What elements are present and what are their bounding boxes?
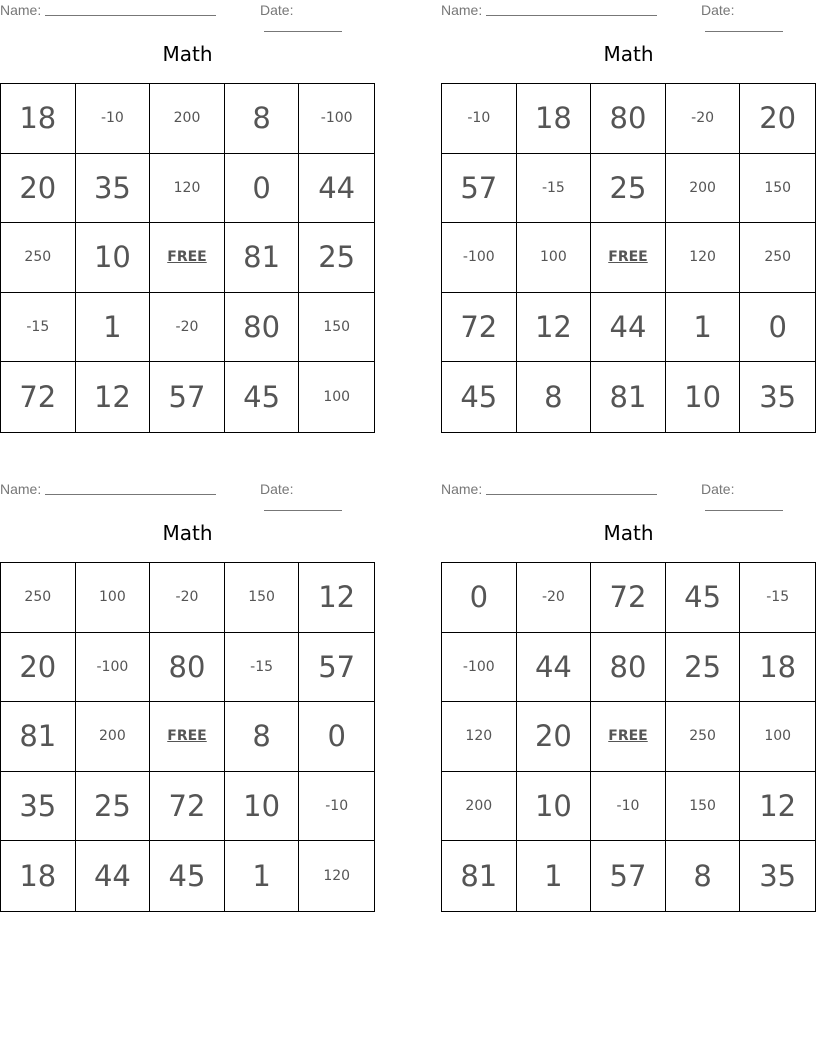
date-field[interactable] [701,481,816,513]
bingo-cell[interactable]: -100 [442,223,517,293]
bingo-cell[interactable]: 20 [517,702,592,772]
card-title: Math [603,42,654,66]
bingo-cell[interactable]: 57 [591,841,666,911]
date-label: Date: [260,2,294,18]
bingo-cell[interactable]: 81 [442,841,517,911]
bingo-cell[interactable]: 1 [225,841,300,911]
bingo-cell[interactable]: 45 [442,362,517,432]
bingo-cell[interactable]: -15 [1,293,76,363]
bingo-cell[interactable]: 12 [740,772,815,842]
name-field[interactable] [0,481,216,497]
name-blank-line[interactable] [486,15,657,16]
bingo-cell[interactable]: 200 [76,702,151,772]
bingo-grid [0,83,375,433]
name-field[interactable] [441,2,657,18]
name-field[interactable] [0,2,216,18]
bingo-cell[interactable]: 44 [591,293,666,363]
free-space[interactable]: FREE [591,702,666,772]
bingo-cell[interactable]: -10 [299,772,374,842]
bingo-cell[interactable]: 25 [666,633,741,703]
bingo-cell[interactable]: 120 [442,702,517,772]
bingo-cell[interactable]: 45 [225,362,300,432]
bingo-cell[interactable]: 0 [299,702,374,772]
bingo-cell[interactable]: 200 [150,84,225,154]
bingo-cell[interactable]: -20 [666,84,741,154]
bingo-cell[interactable]: 18 [1,84,76,154]
bingo-cell[interactable]: -20 [517,563,592,633]
bingo-cell[interactable]: 18 [1,841,76,911]
bingo-cell[interactable]: 45 [150,841,225,911]
bingo-cell[interactable]: 1 [517,841,592,911]
bingo-card [0,479,375,919]
bingo-cell[interactable]: 35 [76,154,151,224]
date-field[interactable] [260,2,375,34]
bingo-cell[interactable]: 20 [740,84,815,154]
bingo-cell[interactable]: -15 [225,633,300,703]
bingo-cell[interactable]: -10 [76,84,151,154]
name-blank-line[interactable] [486,494,657,495]
bingo-cell[interactable]: 12 [299,563,374,633]
bingo-cell[interactable]: 57 [442,154,517,224]
bingo-cell[interactable]: 12 [517,293,592,363]
bingo-cell[interactable]: 8 [225,702,300,772]
bingo-cell[interactable]: -100 [76,633,151,703]
bingo-card [0,0,375,440]
bingo-cell[interactable]: 120 [150,154,225,224]
date-blank-line[interactable] [705,31,783,32]
bingo-cell[interactable]: -10 [442,84,517,154]
date-field[interactable] [701,2,816,34]
name-blank-line[interactable] [45,494,216,495]
bingo-cell[interactable]: 10 [517,772,592,842]
bingo-cell[interactable]: 80 [591,633,666,703]
name-label: Name: [0,481,42,497]
bingo-cell[interactable]: 100 [517,223,592,293]
bingo-cell[interactable]: 150 [740,154,815,224]
bingo-grid [441,83,816,433]
bingo-cell[interactable]: 150 [225,563,300,633]
bingo-cell[interactable]: 72 [591,563,666,633]
bingo-cell[interactable]: 0 [225,154,300,224]
name-label: Name: [441,2,483,18]
bingo-cell[interactable]: 150 [299,293,374,363]
bingo-cell[interactable]: 18 [517,84,592,154]
bingo-cell[interactable]: 81 [1,702,76,772]
bingo-cell[interactable]: 120 [666,223,741,293]
bingo-cell[interactable]: 8 [225,84,300,154]
bingo-cell[interactable]: 250 [740,223,815,293]
card-header [0,479,375,503]
bingo-cell[interactable]: 25 [299,223,374,293]
bingo-cell[interactable]: 57 [299,633,374,703]
bingo-cell[interactable]: 100 [740,702,815,772]
card-header [0,0,375,24]
bingo-cell[interactable]: 57 [150,362,225,432]
bingo-cell[interactable]: -100 [299,84,374,154]
bingo-cell[interactable]: 80 [150,633,225,703]
bingo-cell[interactable]: 250 [1,563,76,633]
bingo-cell[interactable]: 81 [225,223,300,293]
bingo-cell[interactable]: 100 [323,389,351,406]
bingo-cell[interactable]: 120 [323,868,351,885]
bingo-cell[interactable]: 150 [666,772,741,842]
bingo-cell[interactable]: 44 [517,633,592,703]
bingo-cell[interactable]: 44 [76,841,151,911]
card-header [441,479,816,503]
bingo-cell[interactable]: 200 [666,154,741,224]
bingo-cell[interactable]: 10 [666,362,741,432]
free-space[interactable]: FREE [591,223,666,293]
name-blank-line[interactable] [45,15,216,16]
bingo-card [441,479,816,919]
bingo-cell[interactable]: 0 [740,293,815,363]
name-label: Name: [441,481,483,497]
bingo-cell[interactable]: 35 [759,859,797,894]
bingo-cell[interactable]: -100 [442,633,517,703]
bingo-cell[interactable]: 20 [1,154,76,224]
bingo-cell[interactable]: 12 [76,362,151,432]
bingo-cell[interactable]: -20 [150,293,225,363]
bingo-cell[interactable]: 35 [759,380,797,415]
bingo-cell[interactable]: 81 [591,362,666,432]
date-label: Date: [701,2,735,18]
date-blank-line[interactable] [705,510,783,511]
bingo-grid [441,562,816,912]
bingo-cell[interactable]: 18 [740,633,815,703]
bingo-cell[interactable]: 45 [666,563,741,633]
bingo-card [441,0,816,440]
bingo-cell[interactable]: -15 [517,154,592,224]
bingo-cell[interactable]: -20 [150,563,225,633]
bingo-cell[interactable]: 25 [591,154,666,224]
bingo-cell[interactable]: 44 [299,154,374,224]
bingo-cell[interactable]: 200 [442,772,517,842]
bingo-cell[interactable]: 72 [442,293,517,363]
bingo-cell[interactable]: 1 [76,293,151,363]
bingo-cell[interactable]: -15 [740,563,815,633]
bingo-cell[interactable]: 8 [517,362,592,432]
date-blank-line[interactable] [264,31,342,32]
name-label: Name: [0,2,42,18]
free-space[interactable]: FREE [150,223,225,293]
bingo-cell[interactable]: 10 [225,772,300,842]
bingo-cell[interactable]: 0 [442,563,517,633]
bingo-cell[interactable]: -10 [591,772,666,842]
free-space[interactable]: FREE [150,702,225,772]
bingo-cell[interactable]: 1 [666,293,741,363]
card-header [441,0,816,24]
bingo-cell[interactable]: 10 [76,223,151,293]
bingo-cell[interactable]: 80 [591,84,666,154]
bingo-cell[interactable]: 250 [666,702,741,772]
date-field[interactable] [260,481,375,513]
card-title: Math [603,521,654,545]
bingo-cell[interactable]: 100 [76,563,151,633]
card-title: Math [162,521,213,545]
name-field[interactable] [441,481,657,497]
bingo-cell[interactable]: 72 [1,362,76,432]
bingo-cell[interactable]: 80 [225,293,300,363]
date-label: Date: [260,481,294,497]
date-label: Date: [701,481,735,497]
bingo-cell[interactable]: 25 [76,772,151,842]
bingo-grid [0,562,375,912]
bingo-cell[interactable]: 35 [1,772,76,842]
bingo-cell[interactable]: 20 [1,633,76,703]
bingo-cell[interactable]: 8 [666,841,741,911]
card-title: Math [162,42,213,66]
bingo-cell[interactable]: 250 [1,223,76,293]
bingo-cell[interactable]: 72 [150,772,225,842]
date-blank-line[interactable] [264,510,342,511]
